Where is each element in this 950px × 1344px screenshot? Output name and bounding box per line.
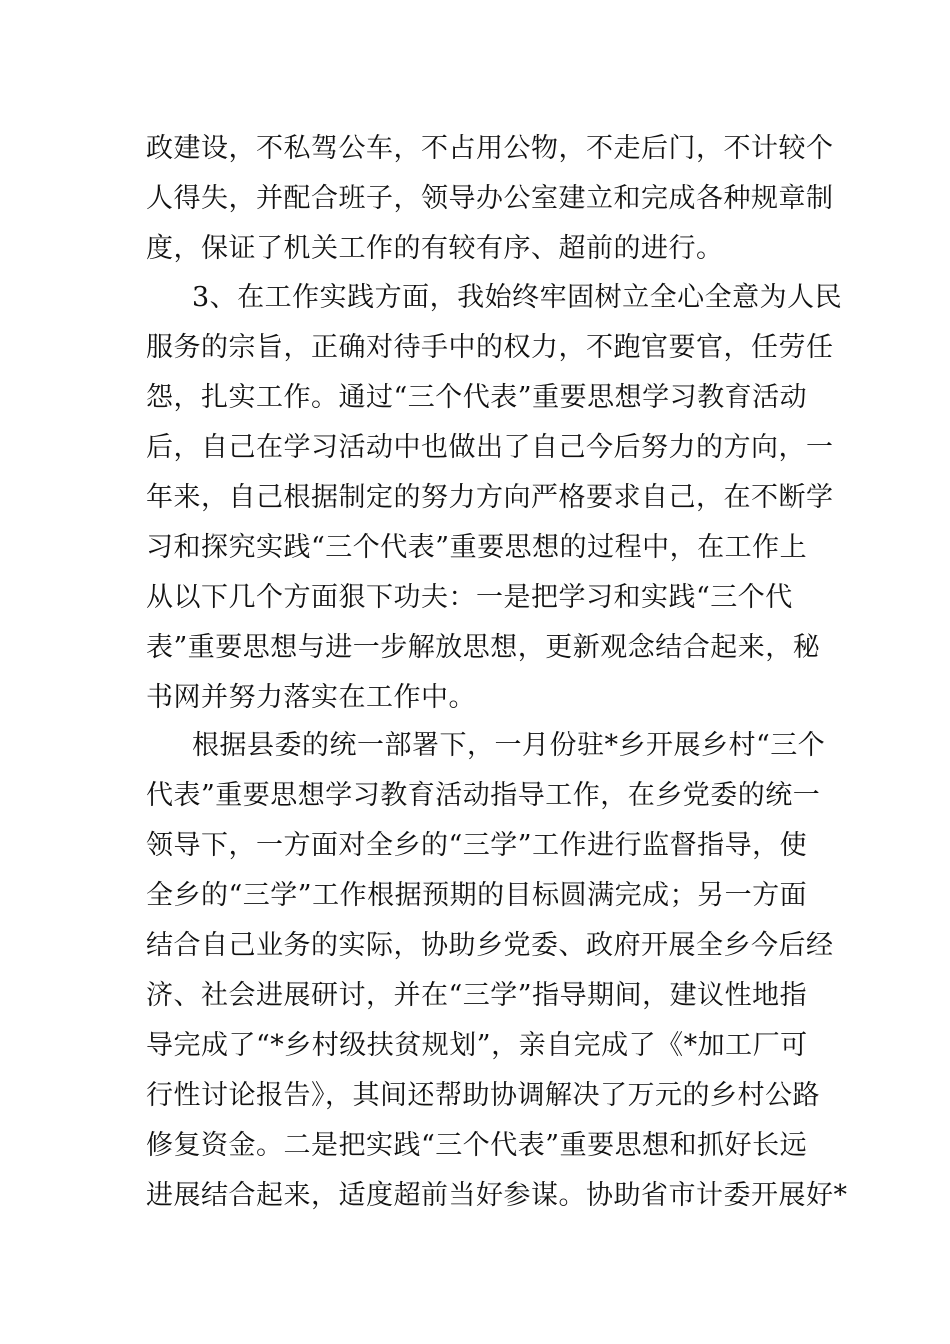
text-line: 表”重要思想与进一步解放思想，更新观念结合起来，秘: [146, 632, 821, 663]
text-line: 书网并努力落实在工作中。: [146, 682, 476, 713]
paragraph-2: [146, 273, 843, 723]
text-line: 济、社会进展研讨，并在“三学”指导期间，建议性地指: [146, 980, 808, 1011]
text-line: 后，自己在学习活动中也做出了自己今后努力的方向，一: [146, 432, 834, 463]
text-line: 进展结合起来，适度超前当好参谋。协助省市计委开展好*: [146, 1180, 848, 1211]
text-line: 导完成了“*乡村级扶贫规划”，亲自完成了《*加工厂可: [146, 1030, 808, 1061]
paragraph-1: [146, 124, 834, 274]
text-line: 年来，自己根据制定的努力方向严格要求自己，在不断学: [146, 482, 834, 513]
text-line: 结合自己业务的实际，协助乡党委、政府开展全乡今后经: [146, 930, 834, 961]
text-line: 全乡的“三学”工作根据预期的目标圆满完成；另一方面: [146, 880, 808, 911]
text-line: 怨，扎实工作。通过“三个代表”重要思想学习教育活动: [146, 382, 808, 413]
text-line: 度，保证了机关工作的有较有序、超前的进行。: [146, 233, 724, 264]
text-line: 服务的宗旨，正确对待手中的权力，不跑官要官，任劳任: [146, 332, 834, 363]
paragraph-3: [146, 721, 848, 1221]
text-line: 根据县委的统一部署下，一月份驻*乡开展乡村“三个: [192, 730, 826, 761]
text-line: 代表”重要思想学习教育活动指导工作，在乡党委的统一: [146, 780, 821, 811]
text-line: 领导下，一方面对全乡的“三学”工作进行监督指导，使: [146, 830, 808, 861]
text-line: 人得失，并配合班子，领导办公室建立和完成各种规章制: [146, 183, 834, 214]
text-line: 习和探究实践“三个代表”重要思想的过程中，在工作上: [146, 532, 808, 563]
text-line: 修复资金。二是把实践“三个代表”重要思想和抓好长远: [146, 1130, 808, 1161]
text-line: 3、在工作实践方面，我始终牢固树立全心全意为人民: [192, 282, 843, 313]
text-line: 行性讨论报告》，其间还帮助协调解决了万元的乡村公路: [146, 1080, 820, 1111]
text-line: 从以下几个方面狠下功夫：一是把学习和实践“三个代: [146, 582, 793, 613]
text-line: 政建设，不私驾公车，不占用公物，不走后门，不计较个: [146, 133, 834, 164]
